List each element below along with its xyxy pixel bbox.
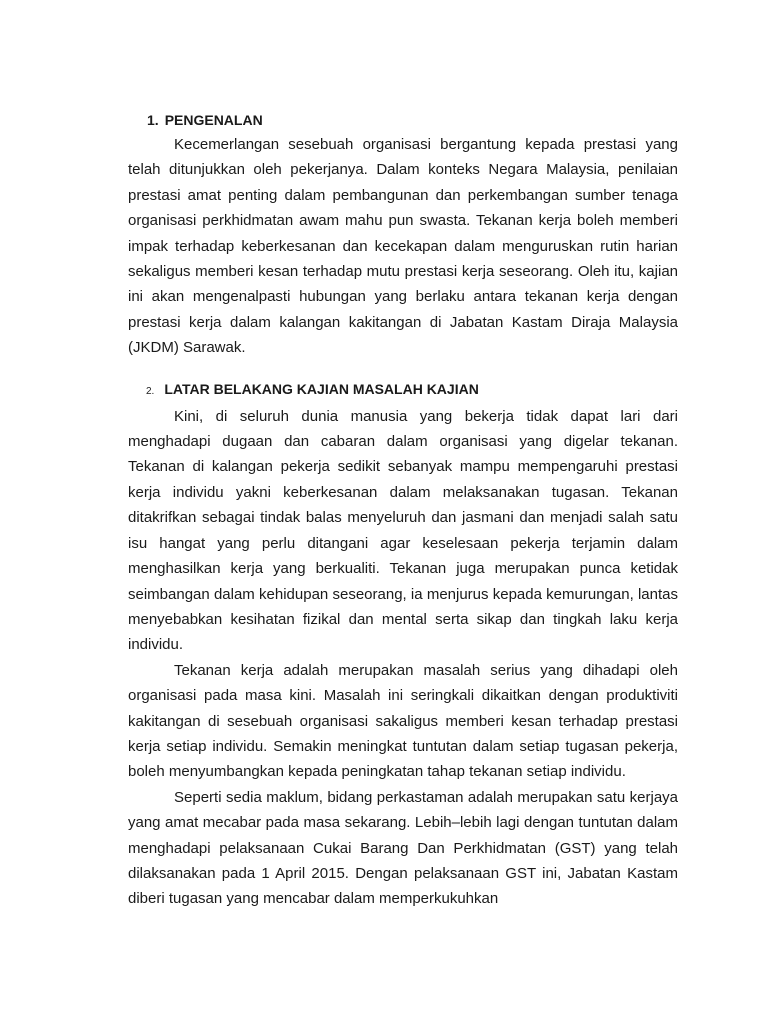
section-2-paragraph-1: Kini, di seluruh dunia manusia yang bekerja tidak dapat lari dari menghadapi dugaan dan cabaran dalam organisasi yang digelar tekanan. Tekanan di kalangan pekerja sedikit sebanyak mampu mempengaruhi prestasi kerja individu yakni keberkesanan dalam melaksanakan tugasan. Tekanan ditakrifkan sebagai tindak balas menyeluruh dan jasmani dan menjadi salah satu isu hangat yang perlu ditangani agar keselesaan pekerja terjamin dalam menghasilkan kerja yang berkualiti. Tekanan juga merupakan punca ketidak seimbangan dalam kehidupan seseorang, ia menjurus kepada kemurungan, lantas menyebabkan kesihatan fizikal dan mental serta sikap dan tingkah laku kerja individu. — [128, 407, 678, 654]
section-2-paragraph-3: Seperti sedia maklum, bidang perkastaman adalah merupakan satu kerjaya yang amat mecabar pada masa sekarang. Lebih–lebih lagi dengan tuntutan dalam menghadapi pelaksanaan Cukai Barang Dan Perkhidmatan (GST) yang telah dilaksanakan pada 1 April 2015. Dengan pelaksanaan GST ini, Jabatan Kastam diberi tugasan yang mencabar dalam memperkukuhkan — [128, 788, 678, 908]
section-2-number: 2. — [146, 385, 155, 397]
section-1-paragraph-1: Kecemerlangan sesebuah organisasi bergantung kepada prestasi yang telah ditunjukkan oleh pekerjanya. Dalam konteks Negara Malaysia, penilaian prestasi amat penting dalam pembangunan dan perkembangan sumber tenaga organisasi perkhidmatan awam mahu pun swasta. Tekanan kerja boleh memberi impak terhadap keberkesanan dan kecekapan dalam menguruskan rutin harian sekaligus memberi kesan terhadap mutu prestasi kerja seseorang. Oleh itu, kajian ini akan mengenalpasti hubungan yang berlaku antara tekanan kerja dengan prestasi kerja dalam kalangan kakitangan di Jabatan Kastam Diraja Malaysia (JKDM) Sarawak. — [128, 136, 678, 357]
section-1-heading — [128, 108, 678, 132]
document-page — [128, 108, 678, 912]
section-2-heading — [128, 377, 678, 404]
section-1-title: PENGENALAN — [164, 112, 263, 128]
section-2-paragraph-2: Tekanan kerja adalah merupakan masalah serius yang dihadapi oleh organisasi pada masa kini. Masalah ini seringkali dikaitkan dengan produktiviti kakitangan di sesebuah organisasi sakaligus memberi kesan terhadap prestasi kerja setiap individu. Semakin meningkat tuntutan dalam setiap tugasan pekerja, boleh menyumbangkan kepada peningkatan tahap tekanan setiap individu. — [128, 661, 678, 781]
section-1-number: 1. — [147, 112, 159, 128]
section-2-title: LATAR BELAKANG KAJIAN MASALAH KAJIAN — [164, 380, 479, 397]
